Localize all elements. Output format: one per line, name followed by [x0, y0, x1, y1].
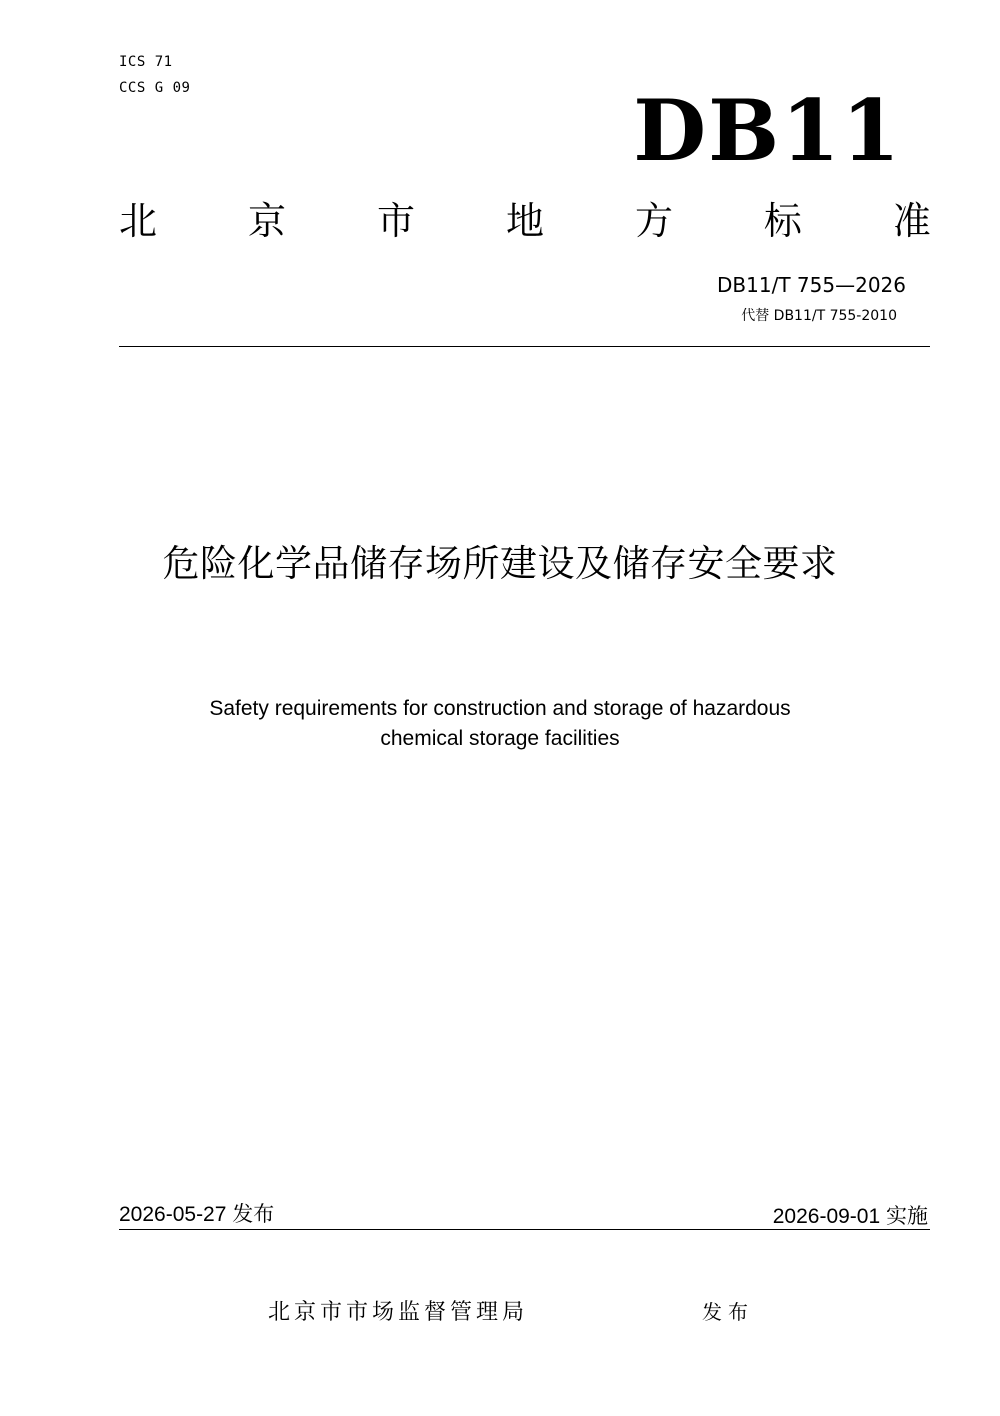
- date-divider: [119, 1229, 930, 1230]
- standard-type-char: 方: [634, 199, 673, 243]
- standard-type-char: 标: [763, 199, 802, 243]
- standard-type-heading: [119, 196, 931, 246]
- issuing-authority: 北京市市场监督管理局: [268, 1300, 529, 1325]
- standard-type-char: 地: [505, 199, 544, 243]
- standard-type-char: 京: [247, 199, 286, 243]
- standard-type-char: 北: [119, 199, 158, 243]
- document-title-english-line2: chemical storage facilities: [380, 727, 620, 750]
- replaces-standard: 代替 DB11/T 755-2010: [741, 308, 897, 324]
- ics-code: ICS 71: [119, 54, 173, 70]
- standard-type-char: 准: [892, 199, 931, 243]
- issue-date: 2026-05-27 发布: [119, 1203, 275, 1226]
- db11-logo: DB11: [633, 81, 902, 180]
- implementation-date: 2026-09-01 实施: [772, 1205, 928, 1228]
- header-divider: [119, 346, 930, 347]
- publish-label: 发布: [702, 1300, 754, 1324]
- ccs-code: CCS G 09: [119, 80, 191, 96]
- standard-type-char: 市: [376, 199, 415, 243]
- document-title-english-line1: Safety requirements for construction and storage of hazardous: [209, 697, 791, 720]
- document-title-chinese: 危险化学品储存场所建设及储存安全要求: [162, 542, 838, 585]
- standard-number: DB11/T 755—2026: [717, 273, 906, 297]
